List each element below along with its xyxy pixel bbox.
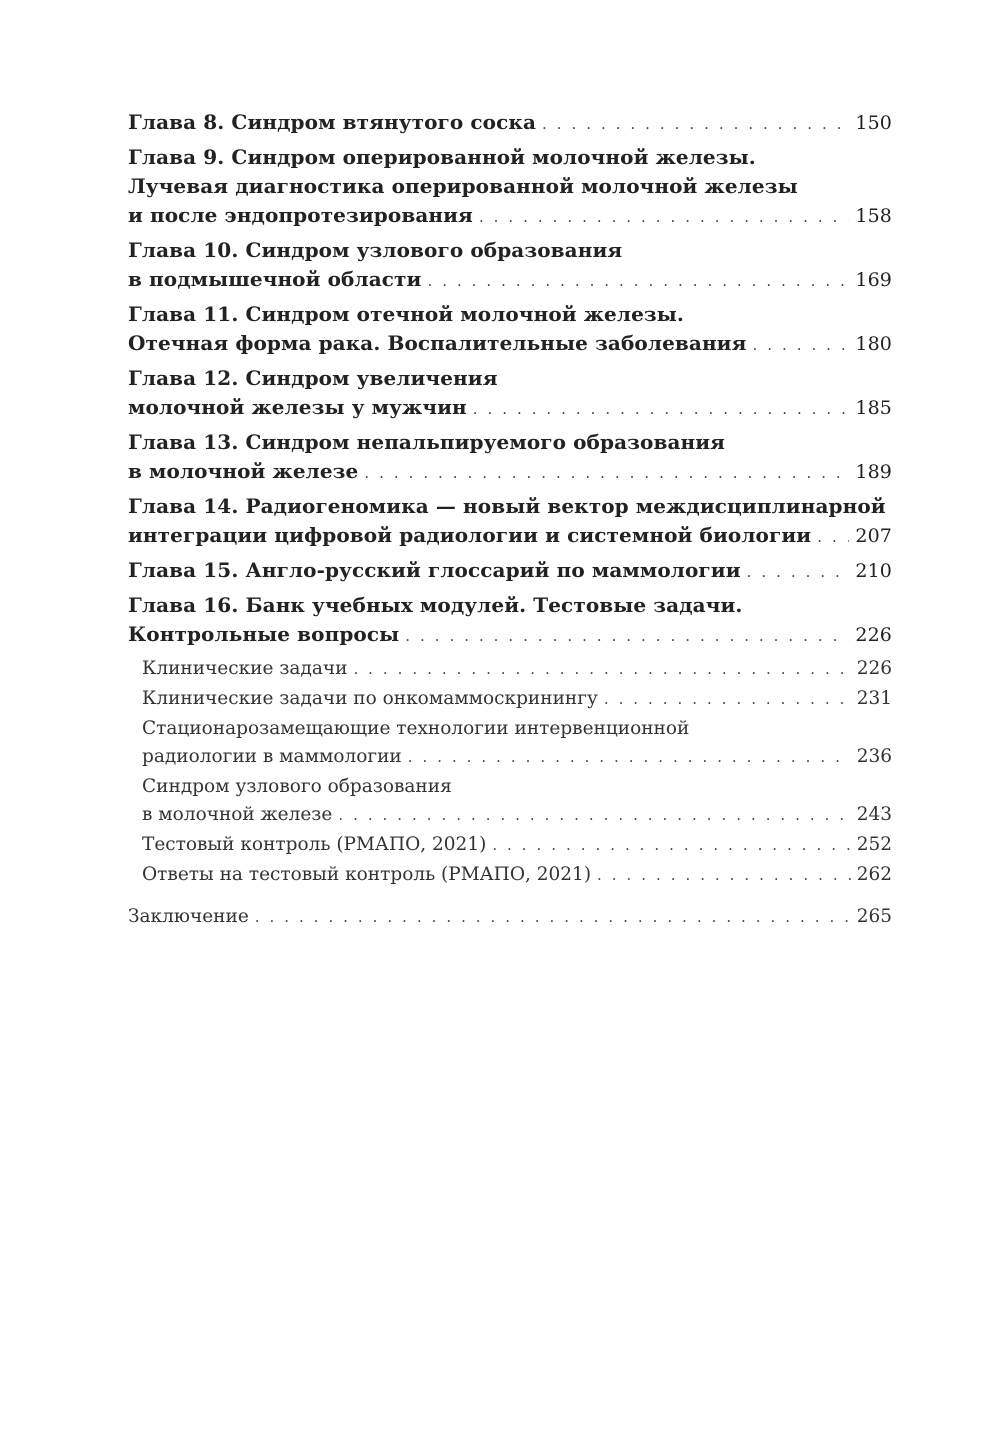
toc-entry-title: Глава 11. Синдром отечной молочной железы. xyxy=(128,302,684,326)
toc-entry-line xyxy=(128,329,892,360)
toc-entry-title: в молочной железе xyxy=(128,459,359,483)
toc-page-number: 210 xyxy=(855,560,892,582)
dot-leader xyxy=(353,655,850,683)
toc-entry-title: Ответы на тестовый контроль (РМАПО, 2021) xyxy=(142,864,592,885)
dot-leader xyxy=(255,903,851,931)
toc-entry-line xyxy=(128,265,892,296)
toc-entry-title: Клинические задачи xyxy=(142,658,348,679)
dot-leader xyxy=(747,558,850,587)
toc-page-number: 180 xyxy=(855,333,892,355)
toc-entry-line xyxy=(128,591,892,620)
toc-page-number: 189 xyxy=(855,461,892,483)
toc-entry-line xyxy=(142,715,892,743)
toc-entry[interactable] xyxy=(128,655,892,683)
dot-leader xyxy=(408,743,851,771)
toc-entry-title: Глава 12. Синдром увеличения xyxy=(128,366,498,390)
toc-page-number: 252 xyxy=(856,834,892,855)
toc-page-number: 236 xyxy=(856,746,892,767)
toc-entry-title: интеграции цифровой радиологии и системной биологии xyxy=(128,523,812,547)
toc-entry[interactable] xyxy=(128,903,892,931)
toc-entry[interactable] xyxy=(128,831,892,859)
dot-leader xyxy=(479,203,849,232)
toc-page-number: 158 xyxy=(855,205,892,227)
toc-entry[interactable] xyxy=(128,715,892,771)
toc-entry-line xyxy=(128,492,892,521)
toc-entry-line xyxy=(128,364,892,393)
toc-entry-line xyxy=(142,685,892,713)
toc-entry-line xyxy=(128,457,892,488)
dot-leader xyxy=(753,331,850,360)
dot-leader xyxy=(364,459,849,488)
toc-page-number: 262 xyxy=(856,864,892,885)
toc-entry[interactable] xyxy=(128,492,892,552)
toc-entry[interactable] xyxy=(128,428,892,488)
toc-entry-line xyxy=(128,236,892,265)
toc-entry[interactable] xyxy=(128,300,892,360)
toc-entry-title: и после эндопротезирования xyxy=(128,203,473,227)
toc-entry[interactable] xyxy=(128,556,892,587)
toc-entry-title: молочной железы у мужчин xyxy=(128,395,467,419)
toc-entry-title: Глава 13. Синдром непальпируемого образования xyxy=(128,430,726,454)
toc-entry-line xyxy=(142,801,892,829)
dot-leader xyxy=(473,395,850,424)
toc-entry-line xyxy=(128,393,892,424)
toc-page-number: 207 xyxy=(855,525,892,547)
toc-entry[interactable] xyxy=(128,773,892,829)
toc-page-number: 265 xyxy=(856,906,892,927)
toc-entry-line xyxy=(128,521,892,552)
toc-entry[interactable] xyxy=(128,591,892,651)
dot-leader xyxy=(604,685,851,713)
toc-entry[interactable] xyxy=(128,364,892,424)
toc-page-number: 226 xyxy=(856,658,892,679)
toc-entry-line xyxy=(142,861,892,889)
toc-entry[interactable] xyxy=(128,108,892,139)
toc-entry-title: Заключение xyxy=(128,906,249,927)
toc-page-number: 226 xyxy=(855,624,892,646)
toc-entry-line xyxy=(128,108,892,139)
toc-entry-title: Синдром узлового образования xyxy=(142,776,452,797)
toc-entry-title: Глава 10. Синдром узлового образования xyxy=(128,238,623,262)
toc-entry-title: в подмышечной области xyxy=(128,267,422,291)
dot-leader xyxy=(405,622,849,651)
toc-entry-title: Лучевая диагностика оперированной молочной железы xyxy=(128,174,798,198)
toc-entry-line xyxy=(128,903,892,931)
toc-entry-line xyxy=(128,620,892,651)
toc-entry-line xyxy=(142,831,892,859)
dot-leader xyxy=(817,523,849,552)
toc-entry-line xyxy=(128,201,892,232)
toc-entry-title: Глава 15. Англо-русский глоссарий по маммологии xyxy=(128,558,741,582)
toc-page-number: 185 xyxy=(855,397,892,419)
toc-entry-line xyxy=(142,655,892,683)
toc-entry[interactable] xyxy=(128,236,892,296)
toc-entry-title: Контрольные вопросы xyxy=(128,622,400,646)
toc-entry[interactable] xyxy=(128,143,892,232)
table-of-contents xyxy=(128,108,892,931)
toc-entry-title: в молочной железе xyxy=(142,804,333,825)
dot-leader xyxy=(597,861,851,889)
toc-entry-title: Клинические задачи по онкомаммоскринингу xyxy=(142,688,598,709)
toc-entry-line xyxy=(128,556,892,587)
toc-entry-title: Тестовый контроль (РМАПО, 2021) xyxy=(142,834,487,855)
dot-leader xyxy=(492,831,850,859)
toc-entry-title: Глава 9. Синдром оперированной молочной железы. xyxy=(128,145,756,169)
toc-entry-line xyxy=(142,773,892,801)
toc-page-number: 243 xyxy=(856,804,892,825)
toc-entry[interactable] xyxy=(128,685,892,713)
toc-entry-line xyxy=(142,743,892,771)
dot-leader xyxy=(542,110,849,139)
toc-entry-title: Глава 16. Банк учебных модулей. Тестовые задачи. xyxy=(128,593,743,617)
toc-page-number: 169 xyxy=(855,269,892,291)
dot-leader xyxy=(427,267,849,296)
toc-entry-line xyxy=(128,172,892,201)
toc-entry-title: радиологии в маммологии xyxy=(142,746,402,767)
toc-entry-line xyxy=(128,143,892,172)
toc-page-number: 231 xyxy=(856,688,892,709)
dot-leader xyxy=(338,801,850,829)
toc-entry-title: Отечная форма рака. Воспалительные заболевания xyxy=(128,331,747,355)
toc-entry-title: Стационарозамещающие технологии интервенционной xyxy=(142,718,690,739)
toc-page-number: 150 xyxy=(855,112,892,134)
toc-entry-line xyxy=(128,428,892,457)
toc-entry-title: Глава 14. Радиогеномика — новый вектор междисциплинарной xyxy=(128,494,886,518)
toc-entry-line xyxy=(128,300,892,329)
toc-entry-title: Глава 8. Синдром втянутого соска xyxy=(128,110,537,134)
toc-entry[interactable] xyxy=(128,861,892,889)
